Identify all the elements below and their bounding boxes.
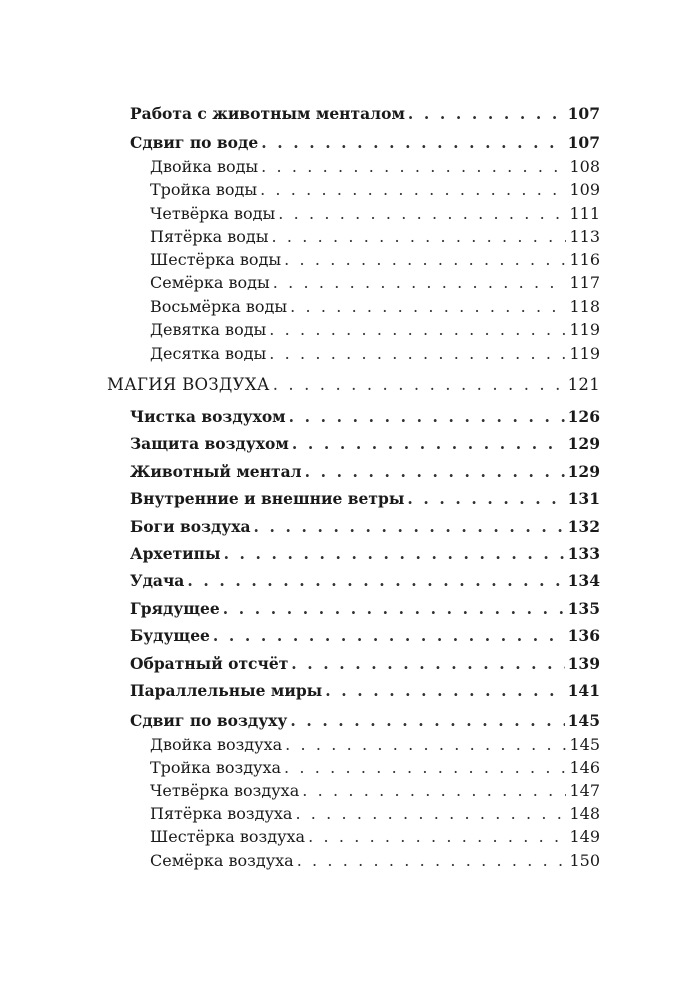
toc-entry-page-number: 111	[569, 204, 600, 223]
toc-entry-title: Четвёрка воды	[150, 204, 276, 223]
toc-entry	[150, 844, 600, 870]
toc-entry	[130, 427, 600, 453]
toc-entry-page-number: 121	[567, 375, 600, 394]
toc-entry	[130, 537, 600, 563]
toc-entry	[130, 619, 600, 645]
toc-entry-title: Семёрка воды	[150, 273, 270, 292]
toc-entry-title: Работа с животным менталом	[130, 104, 405, 123]
toc-entry-page-number: 132	[567, 517, 600, 536]
toc-entry-title: Шестёрка воздуха	[150, 827, 306, 846]
toc-entry	[130, 482, 600, 508]
toc-entry-page-number: 131	[567, 489, 600, 508]
toc-entry-page-number: 136	[567, 626, 600, 645]
toc-entry	[150, 266, 600, 292]
toc-entry-page-number: 119	[569, 344, 600, 363]
toc-entry-page-number: 139	[567, 654, 600, 673]
toc-entry-title: Сдвиг по воде	[130, 133, 259, 152]
toc-entry-title: Сдвиг по воздуху	[130, 711, 288, 730]
toc-entry-page-number: 129	[567, 462, 600, 481]
toc-entry-page-number: 129	[567, 434, 600, 453]
toc-dot-leader	[224, 544, 565, 563]
toc-entry	[130, 97, 600, 123]
toc-entry	[130, 400, 600, 426]
toc-entry-title: Животный ментал	[130, 462, 302, 481]
toc-dot-leader	[408, 104, 565, 123]
toc-entry	[130, 564, 600, 590]
toc-dot-leader	[187, 571, 564, 590]
toc-entry-page-number: 135	[567, 599, 600, 618]
toc-dot-leader	[292, 434, 565, 453]
toc-entry-title: Шестёрка воды	[150, 250, 282, 269]
toc-entry-page-number: 147	[569, 781, 600, 800]
toc-entry-title: Семёрка воздуха	[150, 851, 294, 870]
toc-entry	[130, 455, 600, 481]
toc-dot-leader	[305, 462, 565, 481]
toc-entry-title: Девятка воды	[150, 320, 267, 339]
toc-entry	[150, 820, 600, 846]
toc-entry	[150, 173, 600, 199]
toc-entry-page-number: 107	[567, 104, 600, 123]
toc-entry	[130, 647, 600, 673]
toc-dot-leader	[213, 626, 565, 645]
toc-entry-title: Восьмёрка воды	[150, 297, 288, 316]
toc-entry	[150, 313, 600, 339]
toc-dot-leader	[273, 375, 565, 394]
toc-entry	[130, 510, 600, 536]
toc-dot-leader	[297, 851, 567, 870]
toc-entry	[130, 674, 600, 700]
toc-entry-page-number: 126	[567, 407, 600, 426]
toc-entry-title: Четвёрка воздуха	[150, 781, 300, 800]
toc-entry-title: Грядущее	[130, 599, 220, 618]
toc-entry-title: Параллельные миры	[130, 681, 323, 700]
toc-entry-page-number: 116	[569, 250, 600, 269]
toc-entry-title: Внутренние и внешние ветры	[130, 489, 405, 508]
toc-entry-page-number: 133	[567, 544, 600, 563]
toc-entry-page-number: 108	[569, 157, 600, 176]
toc-entry-page-number: 141	[567, 681, 600, 700]
toc-entry-page-number: 148	[569, 804, 600, 823]
toc-entry-title: Пятёрка воздуха	[150, 804, 293, 823]
toc-entry-page-number: 119	[569, 320, 600, 339]
toc-entry-page-number: 109	[569, 180, 600, 199]
toc-entry-title: Двойка воздуха	[150, 735, 283, 754]
toc-entry-title: Двойка воды	[150, 157, 259, 176]
toc-dot-leader	[291, 654, 564, 673]
toc-entry-page-number: 146	[569, 758, 600, 777]
toc-entry-page-number: 107	[567, 133, 600, 152]
toc-entry-title: Удача	[130, 571, 185, 590]
toc-dot-leader	[254, 517, 565, 536]
toc-entry	[130, 704, 600, 730]
toc-entry-page-number: 118	[569, 297, 600, 316]
toc-entry	[107, 368, 600, 394]
toc-entry-page-number: 134	[567, 571, 600, 590]
toc-dot-leader	[223, 599, 565, 618]
toc-entry-title: Чистка воздухом	[130, 407, 286, 426]
toc-entry-page-number: 145	[569, 735, 600, 754]
toc-entry-title: Тройка воды	[150, 180, 258, 199]
toc-dot-leader	[325, 681, 564, 700]
toc-entry-title: Тройка воздуха	[150, 758, 282, 777]
toc-entry-page-number: 113	[569, 227, 600, 246]
toc-entry-title: Архетипы	[130, 544, 221, 563]
toc-entry-page-number: 145	[567, 711, 600, 730]
toc-dot-leader	[269, 344, 566, 363]
toc-entry-title: Обратный отсчёт	[130, 654, 289, 673]
toc-entry-title: Боги воздуха	[130, 517, 251, 536]
toc-entry-title: Будущее	[130, 626, 210, 645]
toc-entry-page-number: 149	[569, 827, 600, 846]
toc-entry-title: Защита воздухом	[130, 434, 289, 453]
toc-dot-leader	[289, 407, 565, 426]
toc-dot-leader	[407, 489, 564, 508]
toc-entry	[130, 126, 600, 152]
toc-entry-title: Пятёрка воды	[150, 227, 269, 246]
toc-entry	[130, 592, 600, 618]
toc-entry-title: МАГИЯ ВОЗДУХА	[107, 375, 270, 394]
toc-entry-page-number: 150	[569, 851, 600, 870]
toc-entry	[150, 337, 600, 363]
toc-entry-title: Десятка воды	[150, 344, 267, 363]
toc-entry-page-number: 117	[569, 273, 600, 292]
